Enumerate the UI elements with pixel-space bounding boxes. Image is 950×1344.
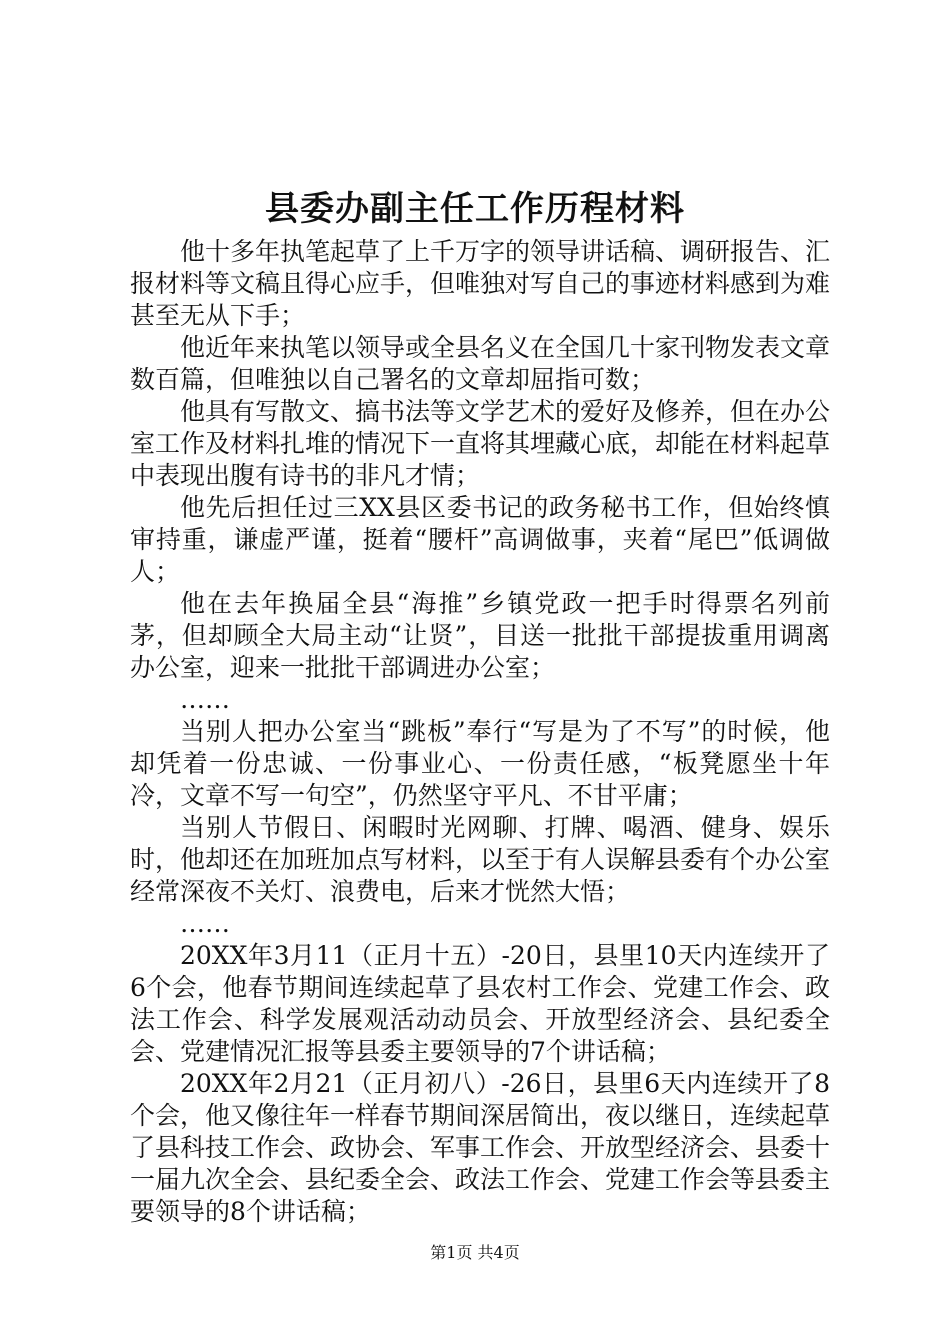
paragraph: 他先后担任过三XX县区委书记的政务秘书工作，但始终慎审持重，谦虚严谨，挺着“腰杆”高调做事，夹着“尾巴”低调做人； [130, 493, 830, 586]
ellipsis-paragraph: …… [180, 909, 230, 938]
paragraph: 20XX年3月11（正月十五）-20日，县里10天内连续开了6个会，他春节期间连续起草了县农村工作会、党建工作会、政法工作会、科学发展观活动动员会、开放型经济会、县纪委全会、党建情况汇报等县委主要领导的7个讲话稿； [130, 941, 830, 1066]
paragraph: 他具有写散文、搞书法等文学艺术的爱好及修养，但在办公室工作及材料扎堆的情况下一直将其埋藏心底，却能在材料起草中表现出腹有诗书的非凡才情； [130, 397, 831, 490]
page-footer: 第1页 共4页 [430, 1243, 520, 1262]
document-title: 县委办副主任工作历程材料 [265, 189, 685, 229]
paragraph: 当别人节假日、闲暇时光网聊、打牌、喝酒、健身、娱乐时，他却还在加班加点写材料，以至于有人误解县委有个办公室经常深夜不关灯、浪费电，后来才恍然大悟； [130, 813, 831, 906]
paragraph: 他在去年换届全县“海推”乡镇党政一把手时得票名列前茅，但却顾全大局主动“让贤”，目送一批批干部提拔重用调离办公室，迎来一批批干部调进办公室； [130, 589, 830, 682]
paragraph: 他近年来执笔以领导或全县名义在全国几十家刊物发表文章数百篇，但唯独以自己署名的文章却屈指可数； [130, 333, 831, 394]
paragraph: 20XX年2月21（正月初八）-26日，县里6天内连续开了8个会，他又像往年一样春节期间深居简出，夜以继日，连续起草了县科技工作会、政协会、军事工作会、开放型经济会、县委十一届九次全会、县纪委全会、政法工作会、党建工作会等县委主要领导的8个讲话稿； [130, 1069, 831, 1226]
paragraph: 他十多年执笔起草了上千万字的领导讲话稿、调研报告、汇报材料等文稿且得心应手，但唯独对写自己的事迹材料感到为难甚至无从下手； [130, 237, 831, 330]
ellipsis-paragraph: …… [180, 685, 230, 714]
document-body [130, 236, 830, 1228]
paragraph: 当别人把办公室当“跳板”奉行“写是为了不写”的时候，他却凭着一份忠诚、一份事业心、一份责任感，“板凳愿坐十年冷，文章不写一句空”，仍然坚守平凡、不甘平庸； [130, 717, 830, 810]
